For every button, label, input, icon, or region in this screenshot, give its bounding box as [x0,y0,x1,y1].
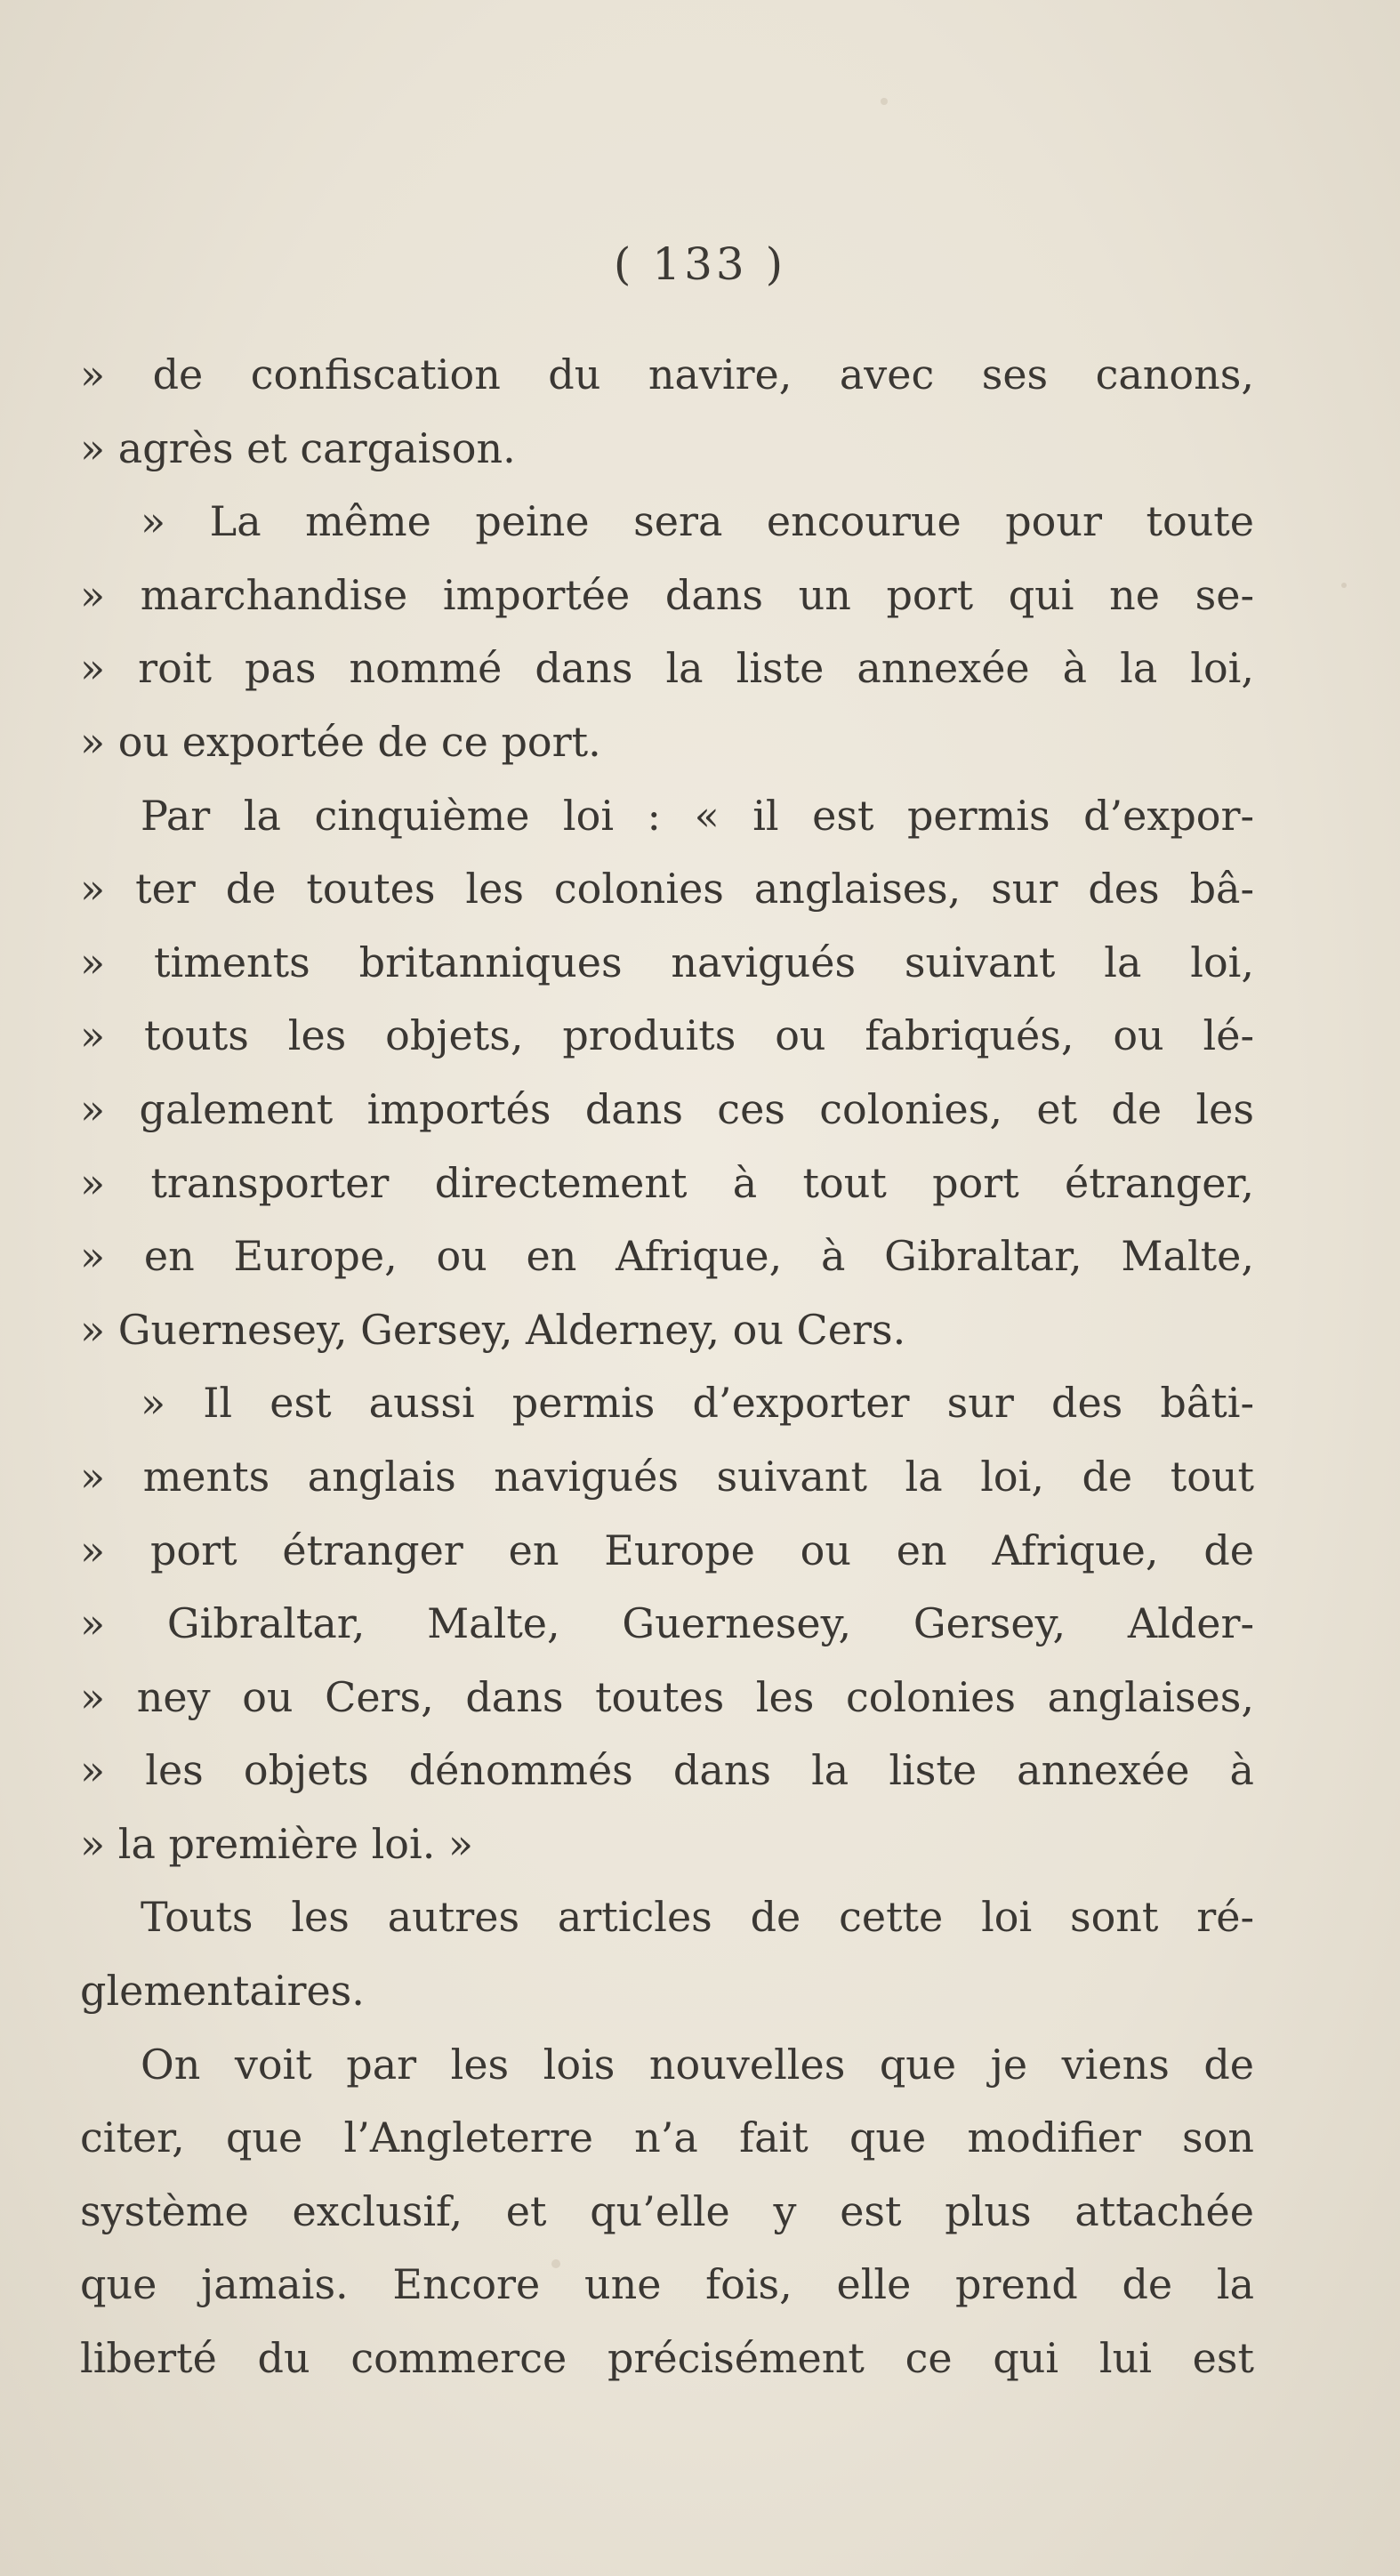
text-line: » agrès et cargaison. [80,423,516,472]
text-line: » de confiscation du navire, avec ses canons, [80,350,1254,398]
text-line: glementaires. [80,1967,365,2016]
text-line: que jamais. Encore une fois, elle prend de la [80,2260,1254,2309]
text-line: » ou exportée de ce port. [80,717,601,766]
text-line: » Guernesey, Gersey, Alderney, ou Cers. [80,1305,906,1354]
text-line: » transporter directement à tout port étranger, [80,1158,1254,1207]
text-line: » ney ou Cers, dans toutes les colonies anglaises, [80,1672,1254,1721]
text-line: » Gibraltar, Malte, Guernesey, Gersey, Alder- [80,1599,1254,1648]
text-line: » ter de toutes les colonies anglaises, sur des bâ- [80,865,1254,914]
body-text [80,338,1254,2395]
text-line: liberté du commerce précisément ce qui lui est [80,2334,1254,2383]
text-line: » roit pas nommé dans la liste annexée à la loi, [80,644,1254,693]
text-line: » La même peine sera encourue pour toute [141,497,1254,546]
text-line: » Il est aussi permis d’exporter sur des bâti- [141,1379,1254,1428]
text-line: » ments anglais navigués suivant la loi, de tout [80,1452,1254,1501]
text-line: Touts les autres articles de cette loi sont ré- [141,1893,1254,1942]
text-line: Par la cinquième loi : « il est permis d’expor- [141,791,1254,840]
text-line: citer, que l’Angleterre n’a fait que modifier son [80,2113,1254,2162]
paper-stain [1341,583,1347,588]
text-line: système exclusif, et qu’elle y est plus attachée [80,2186,1254,2235]
text-line: » galement importés dans ces colonies, et de les [80,1084,1254,1133]
text-line: » port étranger en Europe ou en Afrique, de [80,1525,1254,1574]
paper-stain [881,98,888,105]
text-line: On voit par les lois nouvelles que je viens de [141,2040,1254,2089]
text-line: » les objets dénommés dans la liste annexée à [80,1746,1254,1795]
text-line: » en Europe, ou en Afrique, à Gibraltar, Malte, [80,1232,1254,1281]
text-line: » la première loi. » [80,1819,474,1868]
text-line: » timents britanniques navigués suivant la loi, [80,938,1254,986]
text-line: » touts les objets, produits ou fabriqués, ou lé- [80,1011,1254,1060]
text-line: » marchandise importée dans un port qui ne se- [80,570,1254,619]
page-number: ( 133 ) [613,238,787,290]
